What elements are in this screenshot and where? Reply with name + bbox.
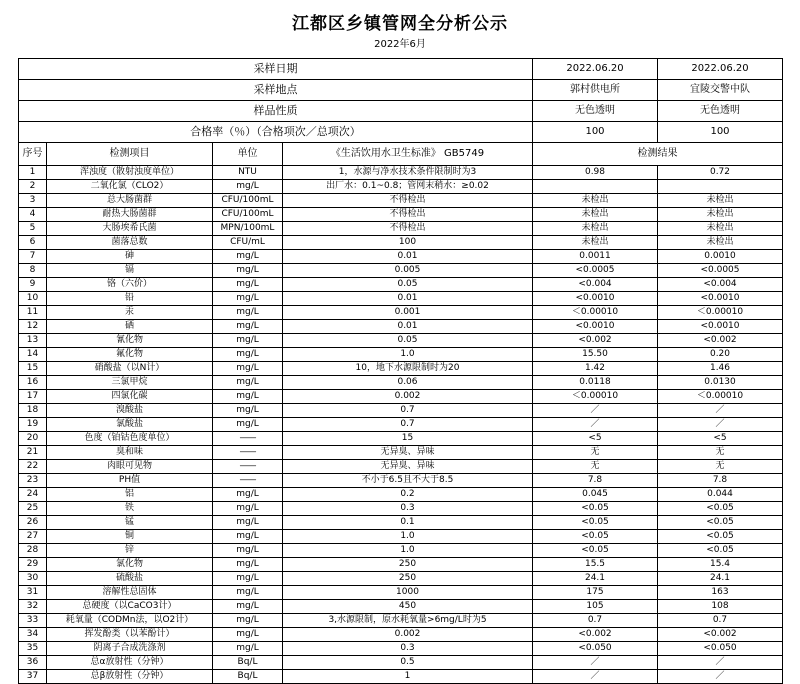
table-row xyxy=(19,376,783,390)
row-result-1: <0.002 xyxy=(533,628,658,642)
table-row xyxy=(19,166,783,180)
row-unit: Bq/L xyxy=(213,656,283,670)
table-row xyxy=(19,390,783,404)
row-item: 铜 xyxy=(47,530,213,544)
table-row xyxy=(19,250,783,264)
row-result-1: 24.1 xyxy=(533,572,658,586)
row-result-1: <0.05 xyxy=(533,530,658,544)
row-standard: 无异臭、异味 xyxy=(283,460,533,474)
row-result-1: <0.05 xyxy=(533,516,658,530)
row-result-1: 未检出 xyxy=(533,194,658,208)
row-seq: 36 xyxy=(19,656,47,670)
table-row xyxy=(19,194,783,208)
row-item: 镉 xyxy=(47,264,213,278)
row-standard: 1.0 xyxy=(283,544,533,558)
row-item: 硒 xyxy=(47,320,213,334)
row-result-1: <0.0010 xyxy=(533,292,658,306)
row-item: 溶解性总固体 xyxy=(47,586,213,600)
water-quality-table xyxy=(18,58,783,684)
row-seq: 31 xyxy=(19,586,47,600)
row-standard: 0.2 xyxy=(283,488,533,502)
row-result-2: 0.0010 xyxy=(658,250,783,264)
pass-rate-value-1: 100 xyxy=(533,122,658,143)
row-unit: —— xyxy=(213,432,283,446)
row-unit: —— xyxy=(213,460,283,474)
row-item: 大肠埃希氏菌 xyxy=(47,222,213,236)
row-standard: 0.3 xyxy=(283,502,533,516)
row-unit: mg/L xyxy=(213,600,283,614)
row-result-1: <0.004 xyxy=(533,278,658,292)
page-title: 江都区乡镇管网全分析公示 xyxy=(292,14,508,34)
row-seq: 4 xyxy=(19,208,47,222)
table-row xyxy=(19,292,783,306)
row-standard: 3,水源限制，原水耗氧量>6mg/L时为5 xyxy=(283,614,533,628)
row-result-2: 未检出 xyxy=(658,194,783,208)
sample-nature-label: 样品性质 xyxy=(19,101,533,122)
row-item: 氟化物 xyxy=(47,348,213,362)
row-seq: 13 xyxy=(19,334,47,348)
table-row xyxy=(19,180,783,194)
row-result-2: 24.1 xyxy=(658,572,783,586)
row-result-1: 175 xyxy=(533,586,658,600)
row-unit: mg/L xyxy=(213,558,283,572)
row-result-2: <0.050 xyxy=(658,642,783,656)
row-standard: 450 xyxy=(283,600,533,614)
row-result-1: 无 xyxy=(533,460,658,474)
table-row xyxy=(19,306,783,320)
row-item: 二氧化氯（CLO2） xyxy=(47,180,213,194)
row-result-1: 未检出 xyxy=(533,236,658,250)
row-result-1: 1.42 xyxy=(533,362,658,376)
row-item: 总α放射性（分钟） xyxy=(47,656,213,670)
row-standard: 1000 xyxy=(283,586,533,600)
row-unit: MPN/100mL xyxy=(213,222,283,236)
row-standard: 0.002 xyxy=(283,390,533,404)
pass-rate-value-2: 100 xyxy=(658,122,783,143)
table-row xyxy=(19,502,783,516)
row-unit: mg/L xyxy=(213,614,283,628)
row-unit: mg/L xyxy=(213,264,283,278)
row-standard: 250 xyxy=(283,558,533,572)
column-header-unit: 单位 xyxy=(213,143,283,166)
row-result-2: 0.7 xyxy=(658,614,783,628)
row-result-2: <0.05 xyxy=(658,516,783,530)
row-unit: mg/L xyxy=(213,376,283,390)
row-seq: 19 xyxy=(19,418,47,432)
row-standard: 100 xyxy=(283,236,533,250)
row-seq: 8 xyxy=(19,264,47,278)
row-seq: 6 xyxy=(19,236,47,250)
table-row xyxy=(19,208,783,222)
row-result-1: 0.7 xyxy=(533,614,658,628)
column-header-item: 检测项目 xyxy=(47,143,213,166)
row-result-1: ＜0.00010 xyxy=(533,390,658,404)
row-item: 铝 xyxy=(47,488,213,502)
row-standard: 0.05 xyxy=(283,278,533,292)
row-result-1: <0.050 xyxy=(533,642,658,656)
row-result-1: <0.0005 xyxy=(533,264,658,278)
table-row xyxy=(19,264,783,278)
row-unit: mg/L xyxy=(213,292,283,306)
row-standard: 0.05 xyxy=(283,334,533,348)
row-unit: mg/L xyxy=(213,572,283,586)
row-item: 菌落总数 xyxy=(47,236,213,250)
row-item: 砷 xyxy=(47,250,213,264)
row-result-1: 未检出 xyxy=(533,208,658,222)
row-unit: mg/L xyxy=(213,530,283,544)
row-item: 挥发酚类（以苯酚计） xyxy=(47,628,213,642)
row-result-1: 0.98 xyxy=(533,166,658,180)
header-row-sample-nature xyxy=(19,101,783,122)
row-item: 铅 xyxy=(47,292,213,306)
row-seq: 17 xyxy=(19,390,47,404)
row-result-2: ／ xyxy=(658,670,783,684)
row-item: 阴离子合成洗涤剂 xyxy=(47,642,213,656)
row-item: 色度（铂钴色度单位） xyxy=(47,432,213,446)
sample-location-value-2: 宜陵交警中队 xyxy=(658,80,783,101)
row-standard: 1.0 xyxy=(283,348,533,362)
row-unit: mg/L xyxy=(213,390,283,404)
row-seq: 10 xyxy=(19,292,47,306)
row-result-2: 0.72 xyxy=(658,166,783,180)
row-seq: 16 xyxy=(19,376,47,390)
sample-date-label: 采样日期 xyxy=(19,59,533,80)
table-row xyxy=(19,404,783,418)
row-result-1: ／ xyxy=(533,656,658,670)
row-standard: 0.005 xyxy=(283,264,533,278)
row-result-2: 7.8 xyxy=(658,474,783,488)
row-item: 汞 xyxy=(47,306,213,320)
row-unit: mg/L xyxy=(213,362,283,376)
row-standard: 0.1 xyxy=(283,516,533,530)
table-body xyxy=(19,59,783,684)
row-item: 臭和味 xyxy=(47,446,213,460)
row-standard: 0.01 xyxy=(283,320,533,334)
row-result-1: 无 xyxy=(533,446,658,460)
row-item: 耗氧量（CODMn法，以O2计） xyxy=(47,614,213,628)
row-standard: 0.06 xyxy=(283,376,533,390)
row-result-2: 无 xyxy=(658,446,783,460)
row-result-1: <0.05 xyxy=(533,544,658,558)
pass-rate-label: 合格率（％）（合格项次／总项次） xyxy=(19,122,533,143)
row-standard: 1.0 xyxy=(283,530,533,544)
row-result-1: 15.5 xyxy=(533,558,658,572)
row-unit: mg/L xyxy=(213,642,283,656)
row-seq: 2 xyxy=(19,180,47,194)
table-row xyxy=(19,320,783,334)
row-item: 硝酸盐（以N计） xyxy=(47,362,213,376)
table-row xyxy=(19,628,783,642)
row-item: 三氯甲烷 xyxy=(47,376,213,390)
row-standard: 无异臭、异味 xyxy=(283,446,533,460)
table-row xyxy=(19,446,783,460)
table-row xyxy=(19,362,783,376)
row-result-2: 108 xyxy=(658,600,783,614)
column-header-row xyxy=(19,143,783,166)
row-result-2: <0.0010 xyxy=(658,292,783,306)
row-unit: mg/L xyxy=(213,628,283,642)
sample-date-value-2: 2022.06.20 xyxy=(658,59,783,80)
row-unit: CFU/100mL xyxy=(213,194,283,208)
table-row xyxy=(19,544,783,558)
header-row-sample-location xyxy=(19,80,783,101)
row-result-2: <0.05 xyxy=(658,530,783,544)
row-result-1: 0.045 xyxy=(533,488,658,502)
row-seq: 14 xyxy=(19,348,47,362)
row-result-2: 0.20 xyxy=(658,348,783,362)
row-result-1: 0.0118 xyxy=(533,376,658,390)
row-seq: 29 xyxy=(19,558,47,572)
row-seq: 22 xyxy=(19,460,47,474)
table-row xyxy=(19,670,783,684)
row-seq: 7 xyxy=(19,250,47,264)
row-standard: 0.3 xyxy=(283,642,533,656)
row-result-2: <5 xyxy=(658,432,783,446)
row-result-1: <0.002 xyxy=(533,334,658,348)
row-seq: 21 xyxy=(19,446,47,460)
row-unit: mg/L xyxy=(213,348,283,362)
row-result-1: 15.50 xyxy=(533,348,658,362)
row-result-1: 未检出 xyxy=(533,222,658,236)
row-unit: Bq/L xyxy=(213,670,283,684)
row-seq: 9 xyxy=(19,278,47,292)
row-unit: NTU xyxy=(213,166,283,180)
table-row xyxy=(19,530,783,544)
row-standard: 0.01 xyxy=(283,250,533,264)
row-result-2: <0.004 xyxy=(658,278,783,292)
row-unit: —— xyxy=(213,446,283,460)
column-header-seq: 序号 xyxy=(19,143,47,166)
row-seq: 26 xyxy=(19,516,47,530)
sample-nature-value-1: 无色透明 xyxy=(533,101,658,122)
row-item: 浑浊度（散射浊度单位） xyxy=(47,166,213,180)
row-result-2: <0.05 xyxy=(658,502,783,516)
sample-date-value-1: 2022.06.20 xyxy=(533,59,658,80)
table-row xyxy=(19,222,783,236)
table-row xyxy=(19,236,783,250)
header-row-pass-rate xyxy=(19,122,783,143)
row-item: 总大肠菌群 xyxy=(47,194,213,208)
row-item: 耐热大肠菌群 xyxy=(47,208,213,222)
row-standard: 0.002 xyxy=(283,628,533,642)
row-standard: 不小于6.5且不大于8.5 xyxy=(283,474,533,488)
row-unit: mg/L xyxy=(213,488,283,502)
row-seq: 18 xyxy=(19,404,47,418)
row-standard: 1 xyxy=(283,670,533,684)
sample-location-label: 采样地点 xyxy=(19,80,533,101)
header-row-sample-date xyxy=(19,59,783,80)
table-row xyxy=(19,278,783,292)
row-result-1: 0.0011 xyxy=(533,250,658,264)
table-row xyxy=(19,516,783,530)
table-row xyxy=(19,460,783,474)
row-result-2: 0.0130 xyxy=(658,376,783,390)
row-seq: 24 xyxy=(19,488,47,502)
row-result-1: <0.0010 xyxy=(533,320,658,334)
row-standard: 0.01 xyxy=(283,292,533,306)
row-item: 锰 xyxy=(47,516,213,530)
row-result-2: 未检出 xyxy=(658,236,783,250)
row-seq: 28 xyxy=(19,544,47,558)
row-unit: CFU/100mL xyxy=(213,208,283,222)
row-unit: mg/L xyxy=(213,544,283,558)
row-result-2: 未检出 xyxy=(658,222,783,236)
row-result-2: ＜0.00010 xyxy=(658,306,783,320)
row-unit: mg/L xyxy=(213,306,283,320)
row-standard: 10，地下水源限制时为20 xyxy=(283,362,533,376)
row-result-2: ／ xyxy=(658,404,783,418)
row-item: 肉眼可见物 xyxy=(47,460,213,474)
row-result-1: <0.05 xyxy=(533,502,658,516)
row-seq: 27 xyxy=(19,530,47,544)
row-unit: —— xyxy=(213,474,283,488)
row-seq: 33 xyxy=(19,614,47,628)
row-standard: 1，水源与净水技术条件限制时为3 xyxy=(283,166,533,180)
row-standard: 0.5 xyxy=(283,656,533,670)
row-standard: 出厂水：0.1~0.8；管网末稍水：≥0.02 xyxy=(283,180,533,194)
row-unit: mg/L xyxy=(213,586,283,600)
row-result-2: 0.044 xyxy=(658,488,783,502)
row-standard: 不得检出 xyxy=(283,194,533,208)
row-standard: 0.7 xyxy=(283,404,533,418)
row-result-2: 1.46 xyxy=(658,362,783,376)
row-item: 总硬度（以CaCO3计） xyxy=(47,600,213,614)
row-result-1: ／ xyxy=(533,418,658,432)
column-header-standard: 《生活饮用水卫生标准》 GB5749 xyxy=(283,143,533,166)
row-unit: mg/L xyxy=(213,418,283,432)
row-item: 氰化物 xyxy=(47,334,213,348)
row-result-1: <5 xyxy=(533,432,658,446)
table-row xyxy=(19,656,783,670)
row-standard: 250 xyxy=(283,572,533,586)
row-item: 氯酸盐 xyxy=(47,418,213,432)
row-result-2: <0.05 xyxy=(658,544,783,558)
table-row xyxy=(19,642,783,656)
row-item: 锌 xyxy=(47,544,213,558)
table-row xyxy=(19,488,783,502)
table-row xyxy=(19,334,783,348)
row-seq: 34 xyxy=(19,628,47,642)
row-item: 四氯化碳 xyxy=(47,390,213,404)
row-result-1: 7.8 xyxy=(533,474,658,488)
row-standard: 不得检出 xyxy=(283,222,533,236)
row-result-2: <0.0005 xyxy=(658,264,783,278)
row-seq: 1 xyxy=(19,166,47,180)
row-standard: 不得检出 xyxy=(283,208,533,222)
table-row xyxy=(19,432,783,446)
row-result-1: ／ xyxy=(533,670,658,684)
row-item: 铬（六价） xyxy=(47,278,213,292)
row-unit: mg/L xyxy=(213,320,283,334)
row-unit: mg/L xyxy=(213,502,283,516)
row-result-2: <0.002 xyxy=(658,334,783,348)
row-seq: 11 xyxy=(19,306,47,320)
column-header-result: 检测结果 xyxy=(533,143,783,166)
row-seq: 35 xyxy=(19,642,47,656)
row-result-1: ＜0.00010 xyxy=(533,306,658,320)
table-row xyxy=(19,572,783,586)
row-result-2: 15.4 xyxy=(658,558,783,572)
row-unit: mg/L xyxy=(213,180,283,194)
row-seq: 25 xyxy=(19,502,47,516)
row-seq: 20 xyxy=(19,432,47,446)
row-unit: CFU/mL xyxy=(213,236,283,250)
row-unit: mg/L xyxy=(213,334,283,348)
row-item: 硫酸盐 xyxy=(47,572,213,586)
sample-location-value-1: 郭村供电所 xyxy=(533,80,658,101)
row-standard: 0.001 xyxy=(283,306,533,320)
row-seq: 32 xyxy=(19,600,47,614)
row-seq: 37 xyxy=(19,670,47,684)
row-seq: 5 xyxy=(19,222,47,236)
row-unit: mg/L xyxy=(213,516,283,530)
row-item: 氯化物 xyxy=(47,558,213,572)
row-result-2 xyxy=(658,180,783,194)
row-unit: mg/L xyxy=(213,278,283,292)
row-item: 铁 xyxy=(47,502,213,516)
table-row xyxy=(19,600,783,614)
row-unit: mg/L xyxy=(213,250,283,264)
row-result-1: ／ xyxy=(533,404,658,418)
row-seq: 23 xyxy=(19,474,47,488)
row-result-2: <0.002 xyxy=(658,628,783,642)
table-row xyxy=(19,586,783,600)
row-standard: 0.7 xyxy=(283,418,533,432)
row-seq: 12 xyxy=(19,320,47,334)
row-seq: 3 xyxy=(19,194,47,208)
row-result-2: 未检出 xyxy=(658,208,783,222)
table-row xyxy=(19,418,783,432)
row-result-2: ＜0.00010 xyxy=(658,390,783,404)
row-standard: 15 xyxy=(283,432,533,446)
row-result-2: ／ xyxy=(658,418,783,432)
row-result-2: ／ xyxy=(658,656,783,670)
page-subtitle: 2022年6月 xyxy=(374,39,426,50)
table-row xyxy=(19,614,783,628)
row-result-1: 105 xyxy=(533,600,658,614)
row-result-2: <0.0010 xyxy=(658,320,783,334)
row-item: 溴酸盐 xyxy=(47,404,213,418)
row-result-2: 163 xyxy=(658,586,783,600)
row-seq: 30 xyxy=(19,572,47,586)
row-seq: 15 xyxy=(19,362,47,376)
table-row xyxy=(19,348,783,362)
row-result-2: 无 xyxy=(658,460,783,474)
row-unit: mg/L xyxy=(213,404,283,418)
row-result-1 xyxy=(533,180,658,194)
table-row xyxy=(19,474,783,488)
row-item: 总β放射性（分钟） xyxy=(47,670,213,684)
row-item: PH值 xyxy=(47,474,213,488)
sample-nature-value-2: 无色透明 xyxy=(658,101,783,122)
table-row xyxy=(19,558,783,572)
